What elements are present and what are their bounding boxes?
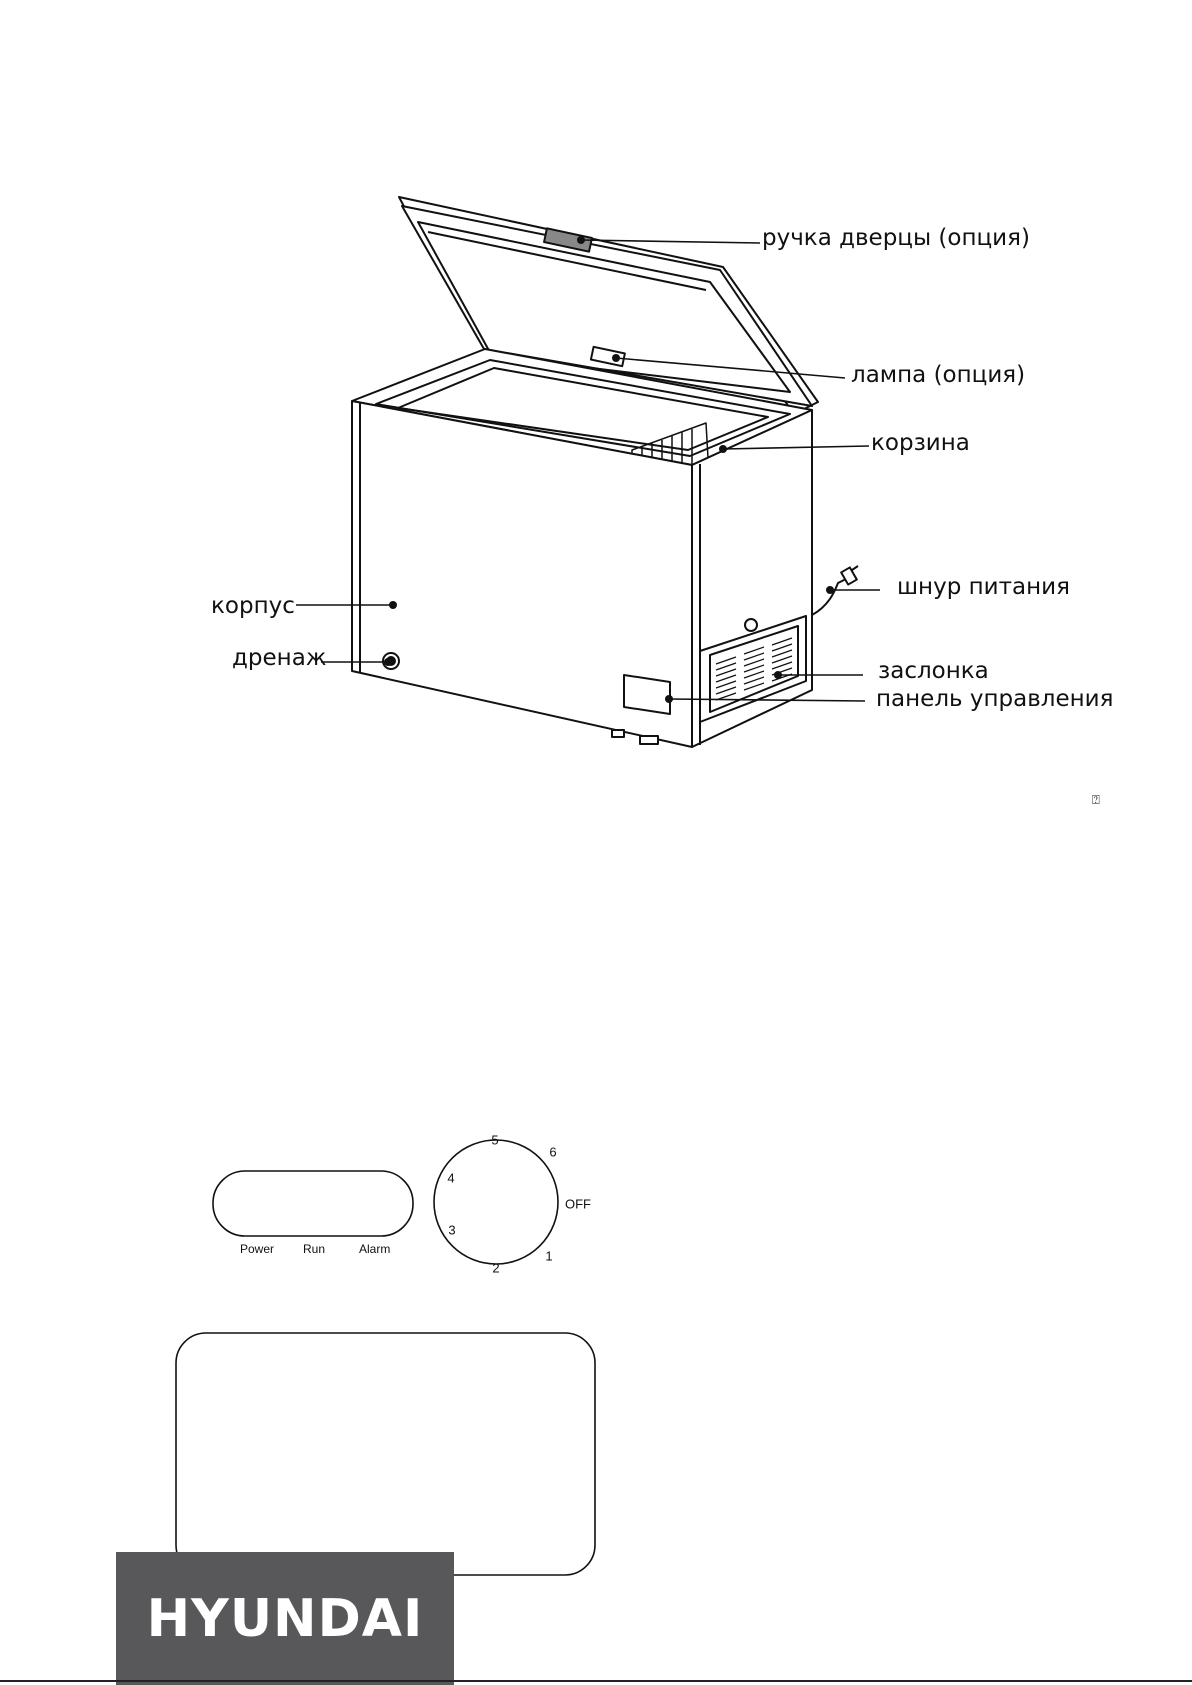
dial-number-3: 3 [448,1222,456,1238]
placeholder-glyph: ⍰ [1092,793,1100,808]
callout-body: корпус [211,593,295,619]
brand-text: HYUNDAI [146,1588,424,1649]
thermostat-dial [434,1140,558,1264]
page-bottom-rule [0,1680,1192,1682]
callout-lamp: лампа (опция) [851,362,1026,388]
callout-door-handle: ручка дверцы (опция) [762,225,1030,251]
indicator-label-alarm: Alarm [359,1242,391,1256]
callout-drain: дренаж [232,645,327,671]
indicator-label-run: Run [303,1242,326,1256]
callout-damper: заслонка [878,658,989,684]
indicator-window [213,1171,413,1236]
callout-basket: корзина [871,430,970,456]
dial-off-label: OFF [565,1196,591,1212]
indicator-label-power: Power [240,1242,275,1256]
hyundai-logo [116,1552,454,1685]
control-panel-outline [176,1333,595,1575]
dial-number-4: 4 [447,1170,455,1186]
dial-number-1: 1 [545,1248,553,1264]
callout-power-cord: шнур питания [897,574,1070,600]
dial-number-6: 6 [549,1144,557,1160]
dial-number-2: 2 [492,1260,500,1276]
dial-number-5: 5 [491,1132,499,1148]
callout-control-panel: панель управления [876,686,1114,712]
control-panel-drawing [624,675,670,714]
